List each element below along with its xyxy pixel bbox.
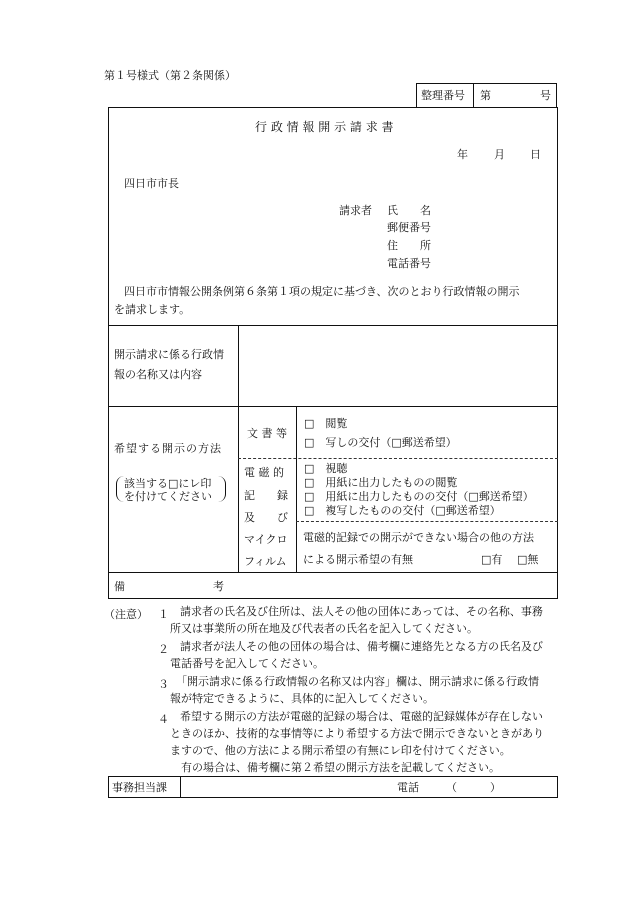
note-4-line3: ますので、他の方法による開示希望の有無にレ印を付けてください。	[170, 744, 511, 757]
note-4-line2: ときのほか、技術的な事情等により希望する方法で開示できないときがあり	[170, 727, 544, 740]
note-2-line2: 電話番号を記入してください。	[170, 657, 324, 670]
form-title: 行 政 情 報 開 示 請 求 書	[255, 120, 394, 134]
department-label: 事務担当課	[112, 781, 167, 794]
requester-name-field[interactable]: 氏 名	[387, 204, 431, 217]
remarks-input-area[interactable]	[240, 574, 556, 597]
info-name-label-line2: 報の名称又は内容	[114, 368, 202, 381]
info-name-input-area[interactable]	[240, 327, 556, 404]
alt-method-text-line1: 電磁的記録での開示ができない場合の他の方法	[303, 531, 534, 544]
reference-number-label: 整理番号	[421, 89, 465, 102]
addressee: 四日市市長	[124, 177, 179, 190]
note-1-line2: 所又は事業所の所在地及び代表者の氏名を記入してください。	[170, 622, 478, 635]
note-2-line1: 請求者が法人その他の団体の場合は、備考欄に連絡先となる方の氏名及び	[180, 640, 543, 653]
alt-yes-checkbox[interactable]: □有	[481, 553, 503, 566]
body-text-line1: 四日市市情報公開条例第６条第１項の規定に基づき、次のとおり行政情報の開示	[124, 285, 520, 298]
note-3-line1: 「開示請求に係る行政情報の名称又は内容」欄は、開示請求に係る行政情	[176, 675, 539, 688]
electronic-label-2: 記 録	[244, 489, 288, 502]
alt-no-checkbox[interactable]: □無	[517, 553, 539, 566]
option-print-delivery[interactable]: □ 用紙に出力したものの交付（□郵送希望）	[304, 490, 534, 503]
form-number-label: 第１号様式（第２条関係）	[104, 69, 236, 82]
reference-number-go: 号	[540, 89, 551, 102]
date-day: 日	[530, 148, 541, 161]
date-month: 月	[494, 148, 505, 161]
note-3-line2: 報が特定できるように、具体的に記入してください。	[170, 692, 434, 705]
option-print-inspection[interactable]: □ 用紙に出力したものの閲覧	[304, 476, 458, 489]
option-copy-delivery[interactable]: □ 写しの交付（□郵送希望）	[304, 436, 457, 449]
option-duplicate-delivery[interactable]: □ 複写したものの交付（□郵送希望）	[304, 504, 501, 517]
note-3-number: ３	[158, 678, 169, 691]
reference-number-dai: 第	[480, 89, 491, 102]
option-inspection[interactable]: □ 閲覧	[304, 417, 348, 430]
department-phone-label: 電話	[397, 781, 419, 794]
department-phone-paren[interactable]: （ ）	[446, 781, 501, 794]
method-note-line1: 該当する□にレ印	[124, 477, 212, 490]
requester-address-field[interactable]: 住 所	[387, 239, 431, 252]
note-1-line1: 請求者の氏名及び住所は、法人その他の団体にあっては、その名称、事務	[180, 605, 543, 618]
electronic-label-4: マイクロ	[244, 533, 288, 546]
body-text-line2: を請求します。	[114, 303, 191, 316]
requester-postal-field[interactable]: 郵便番号	[387, 221, 431, 234]
note-4-line4: 有の場合は、備考欄に第２希望の開示方法を記載してください。	[170, 761, 500, 774]
electronic-label-5: フィルム	[244, 555, 287, 568]
electronic-label-3: 及 び	[244, 511, 288, 524]
method-label: 希望する開示の方法	[114, 442, 222, 455]
note-1-number: １	[158, 608, 169, 621]
date-year: 年	[457, 148, 468, 161]
remarks-label: 備 考	[114, 580, 224, 593]
requester-phone-field[interactable]: 電話番号	[387, 257, 431, 270]
document-label: 文 書 等	[247, 427, 287, 440]
info-name-label-line1: 開示請求に係る行政情	[114, 348, 224, 361]
notes-heading: （注意）	[104, 608, 148, 621]
note-4-number: ４	[158, 713, 169, 726]
method-note-line2: を付けてください	[124, 490, 212, 503]
electronic-label-1: 電 磁 的	[244, 466, 284, 479]
requester-label: 請求者	[339, 204, 372, 217]
note-4-line1: 希望する開示の方法が電磁的記録の場合は、電磁的記録媒体が存在しない	[180, 710, 543, 723]
alt-method-text-line2: による開示希望の有無	[303, 553, 413, 566]
note-2-number: ２	[158, 643, 169, 656]
option-viewing[interactable]: □ 視聴	[304, 462, 348, 475]
